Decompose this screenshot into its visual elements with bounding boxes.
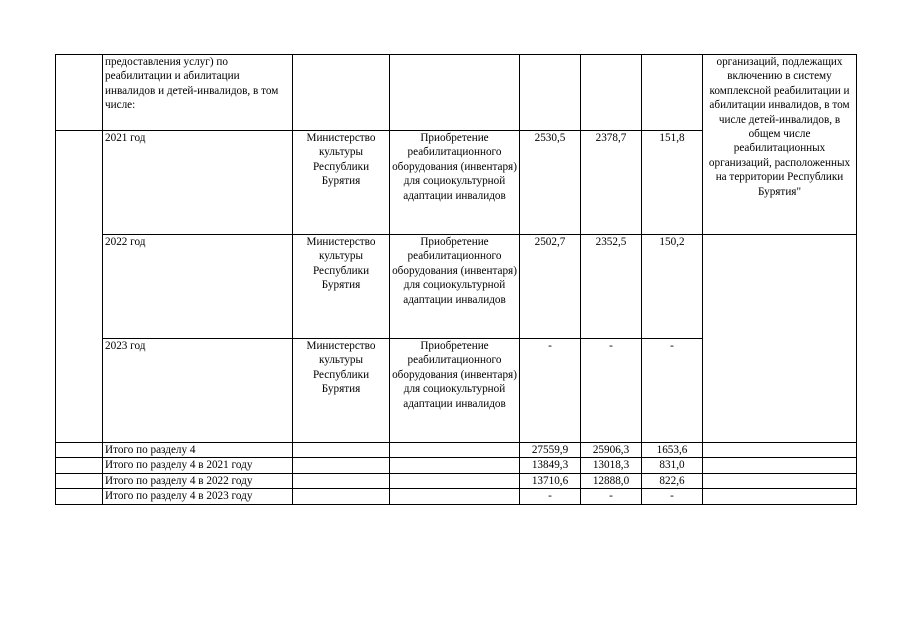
total-value-1: 13849,3 [520,458,581,473]
executor-name: Министерство культуры Республики Бурятия [293,131,390,235]
empty-cell [703,443,857,458]
activity-cell [390,55,520,131]
total-value-3: - [642,489,703,504]
empty-cell [293,473,390,488]
total-value-2: 13018,3 [581,458,642,473]
number-cell [56,131,103,443]
value-regional: - [642,339,703,443]
empty-cell [703,458,857,473]
value-federal: 2352,5 [581,235,642,339]
number-cell [56,473,103,488]
total-label: Итого по разделу 4 в 2022 году [103,473,293,488]
number-cell [56,458,103,473]
total-row [56,443,857,458]
total-value-3: 822,6 [642,473,703,488]
total-value-2: - [581,489,642,504]
number-cell [56,55,103,131]
empty-cell [390,443,520,458]
total-value-3: 831,0 [642,458,703,473]
intro-row [56,55,857,131]
value-federal: 2378,7 [581,131,642,235]
year-label: 2023 год [103,339,293,443]
note-continuation-cell [703,235,857,443]
value-federal: - [581,339,642,443]
empty-cell [293,443,390,458]
empty-cell [390,458,520,473]
year-label: 2021 год [103,131,293,235]
total-value-1: - [520,489,581,504]
value-cell [581,55,642,131]
executor-name: Министерство культуры Республики Бурятия [293,235,390,339]
document-table [55,54,857,505]
number-cell [56,443,103,458]
value-regional: 150,2 [642,235,703,339]
empty-cell [390,473,520,488]
empty-cell [703,489,857,504]
empty-cell [390,489,520,504]
indicator-note: организаций, подлежащих включению в систему комплексной реабилитации и абилитации инвалидов, в том числе детей-инвалидов, в общем числе реабилитационных организаций, расположенных на территории Республики Бурятия" [703,55,857,235]
empty-cell [293,489,390,504]
value-cell [520,55,581,131]
intro-label: предоставления услуг) по реабилитации и абилитации инвалидов и детей-инвалидов, в том числе: [103,55,293,131]
activity-text: Приобретение реабилитационного оборудования (инвентаря) для социокультурной адаптации инвалидов [390,339,520,443]
activity-text: Приобретение реабилитационного оборудования (инвентаря) для социокультурной адаптации инвалидов [390,235,520,339]
table-row [56,235,857,339]
executor-cell [293,55,390,131]
total-value-3: 1653,6 [642,443,703,458]
number-cell [56,489,103,504]
empty-cell [703,473,857,488]
value-total: 2502,7 [520,235,581,339]
value-total: 2530,5 [520,131,581,235]
empty-cell [293,458,390,473]
total-row [56,489,857,504]
total-value-2: 25906,3 [581,443,642,458]
total-row [56,458,857,473]
total-row [56,473,857,488]
total-value-1: 27559,9 [520,443,581,458]
total-label: Итого по разделу 4 в 2023 году [103,489,293,504]
total-label: Итого по разделу 4 [103,443,293,458]
value-cell [642,55,703,131]
total-value-2: 12888,0 [581,473,642,488]
executor-name: Министерство культуры Республики Бурятия [293,339,390,443]
value-total: - [520,339,581,443]
total-label: Итого по разделу 4 в 2021 году [103,458,293,473]
total-value-1: 13710,6 [520,473,581,488]
value-regional: 151,8 [642,131,703,235]
activity-text: Приобретение реабилитационного оборудования (инвентаря) для социокультурной адаптации инвалидов [390,131,520,235]
year-label: 2022 год [103,235,293,339]
